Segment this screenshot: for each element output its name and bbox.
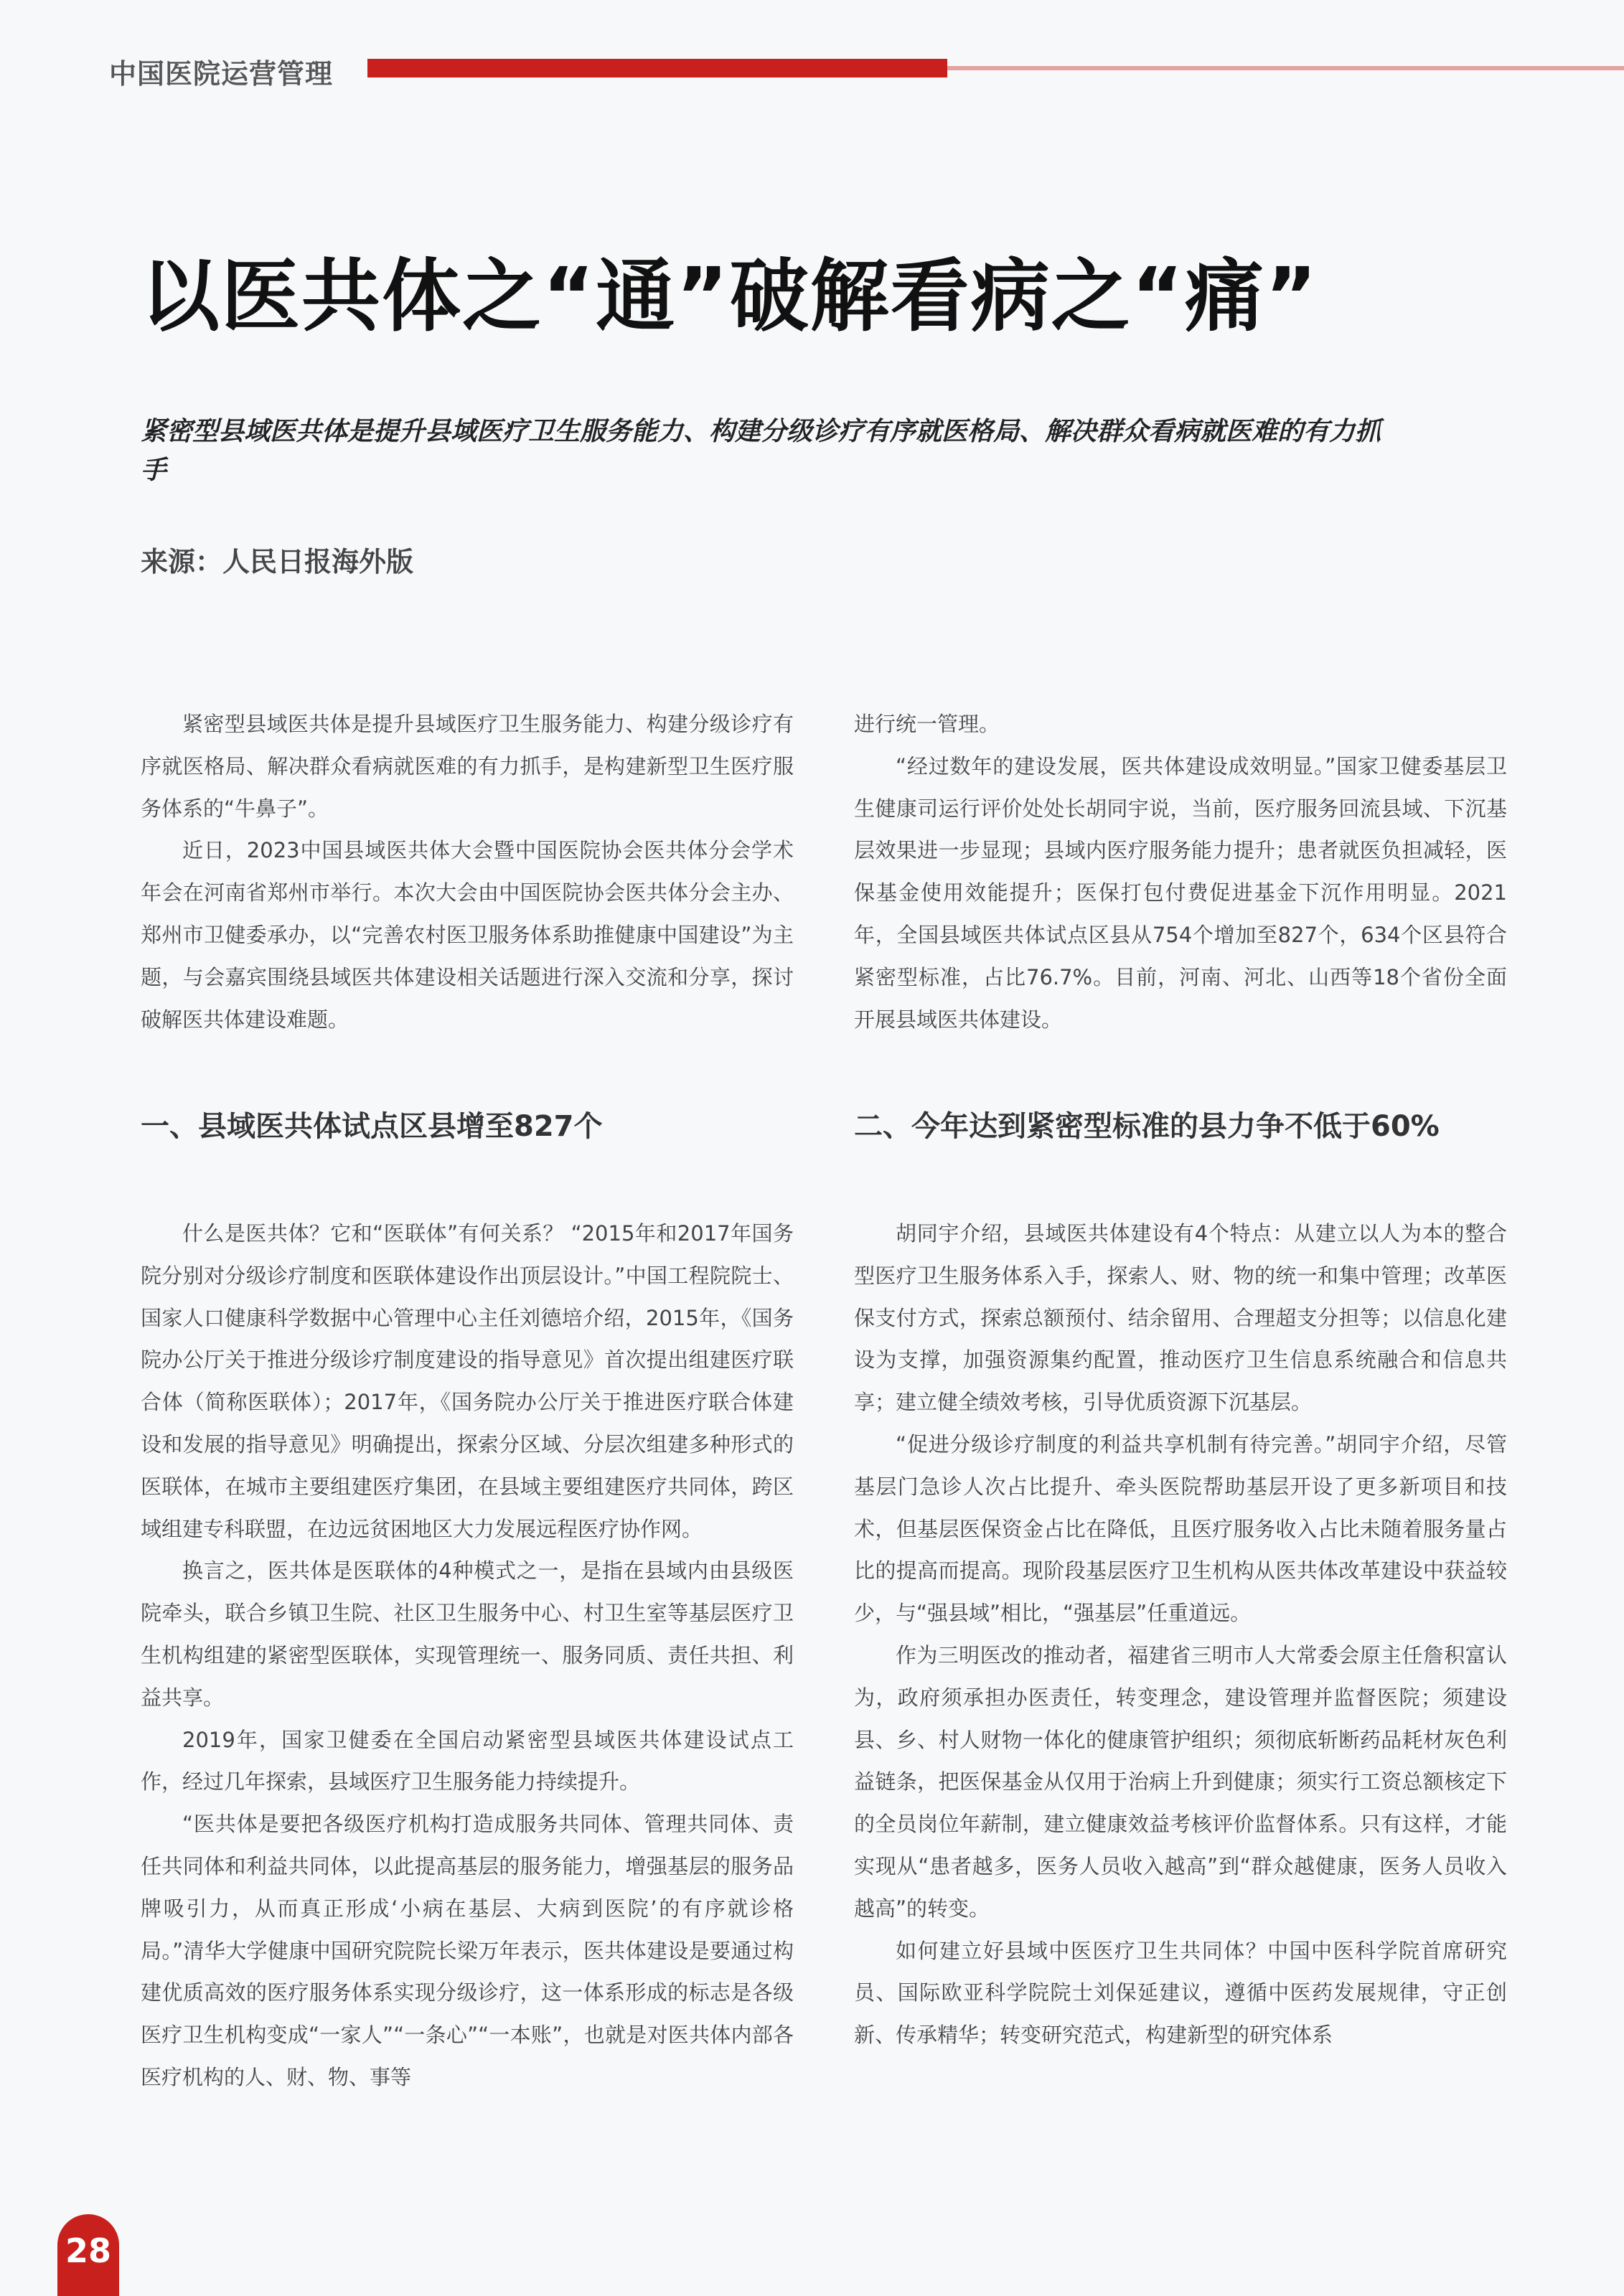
paragraph: 作为三明医改的推动者，福建省三明市人大常委会原主任詹积富认为，政府须承担办医责任，转变理念，建设管理并监督医院；须建设县、乡、村人财物一体化的健康管护组织；须彻底斩断药品耗材灰色利益链条，把医保基金从仅用于治病上升到健康；须实行工资总额核定下的全员岗位年薪制，建立健康效益考核评价监督体系。只有这样，才能实现从“患者越多，医务人员收入越高”到“群众越健康，医务人员收入越高”的转变。 (854, 1642, 1507, 1921)
column-right-top (854, 703, 1507, 1040)
column-left-bottom (141, 1213, 794, 2099)
column-left-top (141, 703, 794, 1040)
paragraph: 近日，2023中国县域医共体大会暨中国医院协会医共体分会学术年会在河南省郑州市举行。本次大会由中国医院协会医共体分会主办、郑州市卫健委承办，以“完善农村医卫服务体系助推健康中国建设”为主题，与会嘉宾围绕县域医共体建设相关话题进行深入交流和分享，探讨破解医共体建设难题。 (141, 838, 794, 1032)
section-heading-1: 一、县域医共体试点区县增至827个 (141, 1110, 603, 1143)
column-right-bottom (854, 1213, 1507, 2056)
article-source: 来源：人民日报海外版 (141, 546, 414, 578)
paragraph: 紧密型县域医共体是提升县域医疗卫生服务能力、构建分级诊疗有序就医格局、解决群众看病就医难的有力抓手，是构建新型卫生医疗服务体系的“牛鼻子”。 (141, 712, 794, 821)
paragraph: “促进分级诊疗制度的利益共享机制有待完善。”胡同宇介绍，尽管基层门急诊人次占比提升、牵头医院帮助基层开设了更多新项目和技术，但基层医保资金占比在降低，且医疗服务收入占比未随着服务量占比的提高而提高。现阶段基层医疗卫生机构从医共体改革建设中获益较少，与“强县域”相比，“强基层”任重道远。 (854, 1431, 1507, 1626)
paragraph: 换言之，医共体是医联体的4种模式之一，是指在县域内由县级医院牵头，联合乡镇卫生院、社区卫生服务中心、村卫生室等基层医疗卫生机构组建的紧密型医联体，实现管理统一、服务同质、责任共担、利益共享。 (141, 1558, 794, 1710)
article-title: 以医共体之“通”破解看病之“痛” (141, 250, 1319, 342)
paragraph: “经过数年的建设发展，医共体建设成效明显。”国家卫健委基层卫生健康司运行评价处处长胡同宇说，当前，医疗服务回流县域、下沉基层效果进一步显现；县域内医疗服务能力提升；患者就医负担减轻，医保基金使用效能提升；医保打包付费促进基金下沉作用明显。2021年，全国县域医共体试点区县从754个增加至827个，634个区县符合紧密型标准，占比76.7%。目前，河南、河北、山西等18个省份全面开展县域医共体建设。 (854, 753, 1507, 1032)
paragraph: 胡同宇介绍，县域医共体建设有4个特点：从建立以人为本的整合型医疗卫生服务体系入手，探索人、财、物的统一和集中管理；改革医保支付方式，探索总额预付、结余留用、合理超支分担等；以信息化建设为支撑，加强资源集约配置，推动医疗卫生信息系统融合和信息共享；建立健全绩效考核，引导优质资源下沉基层。 (854, 1221, 1507, 1415)
paragraph: “医共体是要把各级医疗机构打造成服务共同体、管理共同体、责任共同体和利益共同体，以此提高基层的服务能力，增强基层的服务品牌吸引力，从而真正形成‘小病在基层、大病到医院’的有序就诊格局。”清华大学健康中国研究院院长梁万年表示，医共体建设是要通过构建优质高效的医疗服务体系实现分级诊疗，这一体系形成的标志是各级医疗卫生机构变成“一家人”“一条心”“一本账”，也就是对医共体内部各医疗机构的人、财、物、事等 (141, 1812, 794, 2089)
paragraph: 什么是医共体？它和“医联体”有何关系？ “2015年和2017年国务院分别对分级诊疗制度和医联体建设作出顶层设计。”中国工程院院士、国家人口健康科学数据中心管理中心主任刘德培介绍，2015年，《国务院办公厅关于推进分级诊疗制度建设的指导意见》首次提出组建医疗联合体（简称医联体）；2017年，《国务院办公厅关于推进医疗联合体建设和发展的指导意见》明确提出，探索分区域、分层次组建多种形式的医联体，在城市主要组建医疗集团，在县域主要组建医疗共同体，跨区域组建专科联盟，在边远贫困地区大力发展远程医疗协作网。 (141, 1221, 794, 1541)
paragraph: 进行统一管理。 (854, 712, 1000, 736)
header-accent-line (947, 66, 1624, 70)
header-accent-bar (367, 59, 947, 77)
paragraph: 2019年，国家卫健委在全国启动紧密型县域医共体建设试点工作，经过几年探索，县域医疗卫生服务能力持续提升。 (141, 1727, 794, 1794)
page-number-badge (57, 2214, 119, 2296)
page-number: 28 (65, 2231, 111, 2270)
section-heading-2: 二、今年达到紧密型标准的县力争不低于60% (854, 1110, 1440, 1143)
paragraph: 如何建立好县域中医医疗卫生共同体？中国中医科学院首席研究员、国际欧亚科学院院士刘保延建议，遵循中医药发展规律，守正创新、传承精华；转变研究范式，构建新型的研究体系 (854, 1938, 1507, 2048)
magazine-name: 中国医院运营管理 (109, 58, 334, 90)
article-subtitle: 紧密型县域医共体是提升县域医疗卫生服务能力、构建分级诊疗有序就医格局、解决群众看病就医难的有力抓手 (141, 417, 1381, 485)
